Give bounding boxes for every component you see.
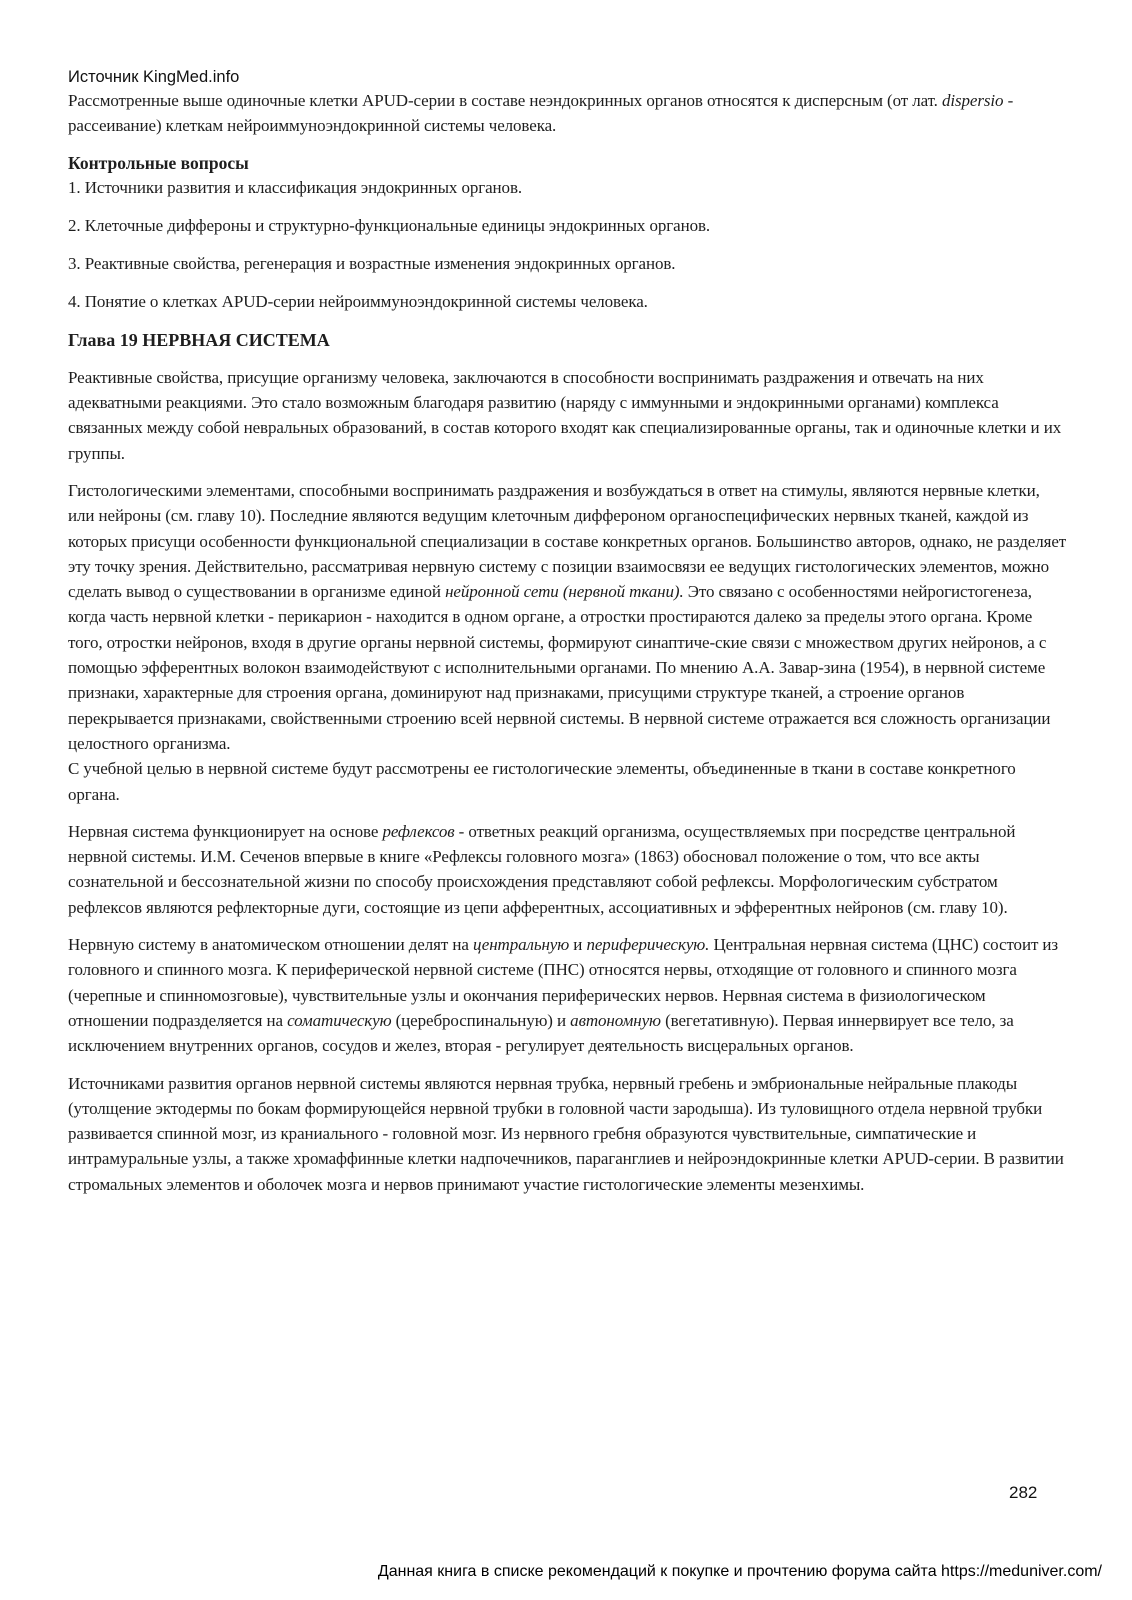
- italic-term: dispersio: [941, 91, 1004, 110]
- text-run: Центральная нервная система (ЦНС) состоит из головного и спинного мозга. К периферической нервной системе (ПНС) относятся нервы, отходящие от головного и спинного мозга (черепные и спинномозговые), чувствительные узлы и окончания периферических нервов. Нервная система в физиологическом отношении подразделяется на: [68, 935, 1059, 1030]
- intro-paragraph: [68, 88, 1068, 139]
- italic-term: соматическую: [287, 1010, 392, 1030]
- body-paragraph: [68, 932, 1068, 1058]
- text-run: Это связано с особенностями нейрогистогенеза, когда часть нервной клетки - перикарион - находится в одном органе, а отростки простираются далеко за пределы этого органа. Кроме того, отростки нейронов, входя в другие органы нервной системы, формируют синаптиче-ские связи с множеством других нейронов, а с помощью эфферентных волокон взаимодействуют с исполнительными органами. По мнению А.А. Завар-зина (1954), в нервной системе признаки, характерные для строения органа, доминируют над признаками, присущими структуре тканей, а строение органов перекрывается признаками, свойственными строению всей нервной системы. В нервной системе отражается вся сложность организации целостного организма.: [68, 582, 1051, 753]
- text-run: (вегетативную). Первая иннервирует все тело, за исключением внутренних органов, сосудов и желез, вторая - регулирует деятельность висцеральных органов.: [68, 1010, 1014, 1056]
- chapter-title: Глава 19 НЕРВНАЯ СИСТЕМА: [68, 329, 330, 350]
- text-run: (цереброспинальную) и: [391, 1010, 571, 1030]
- body-paragraph: Источниками развития органов нервной системы являются нервная трубка, нервный гребень и эмбриональные нейральные плакоды (утолщение эктодермы по бокам формирующейся нервной трубки в головной части зародыша). Из туловищного отдела нервной трубки развивается спинной мозг, из краниального - головной мозг. Из нервного гребня образуются чувствительные, симпатические и интрамуральные узлы, а также хромаффинные клетки надпочечников, параганглиев и нейроэндокринные клетки APUD-серии. В развитии стромальных элементов и оболочек мозга и нервов принимают участие гистологические элементы мезенхимы.: [68, 1073, 1064, 1194]
- text-run: С учебной целью в нервной системе будут рассмотрены ее гистологические элементы, объединенные в ткани в составе конкретного органа.: [68, 759, 1016, 804]
- page-content: [68, 66, 1068, 1197]
- text-run: Нервная система функционирует на основе: [68, 821, 383, 841]
- question-item: 4. Понятие о клетках APUD-серии нейроиммуноэндокринной системы человека.: [68, 292, 648, 312]
- italic-term: центральную: [472, 935, 570, 955]
- questions-heading: Контрольные вопросы: [68, 152, 249, 173]
- text-run: Нервную систему в анатомическом отношении делят на: [68, 935, 473, 955]
- source-label: Источник KingMed.info: [68, 68, 240, 86]
- body-paragraph: Реактивные свойства, присущие организму человека, заключаются в способности воспринимать раздражения и отвечать на них адекватными реакциями. Это стало возможным благодаря развитию (наряду с иммунными и эндокринными органами) комплекса связанных между собой невральных образований, в состав которого входят как специализированные органы, так и одиночные клетки и их группы.: [68, 367, 1062, 463]
- italic-term: нейронной сети (нервной ткани).: [445, 582, 684, 602]
- text-run: Гистологическими элементами, способными воспринимать раздражения и возбуждаться в ответ на стимулы, являются нервные клетки, или нейроны (см. главу 10). Последние являются ведущим клеточным диффероном органоспецифических нервных тканей, каждой из которых присущи особенности функциональной специализации в составе конкретных органов. Большинство авторов, однако, не разделяет эту точку зрения. Действительно, рассматривая нервную систему с позиции взаимосвязи ее ведущих гистологических элементов, можно сделать вывод о существовании в организме единой: [68, 480, 1067, 602]
- text-run: - рассеивание) клеткам нейроиммуноэндокринной системы человека.: [68, 91, 1014, 136]
- italic-term: рефлексов: [382, 821, 455, 841]
- text-run: Рассмотренные выше одиночные клетки APUD-серии в составе неэндокринных органов относятся к дисперсным (от лат.: [68, 91, 942, 110]
- question-item: 3. Реактивные свойства, регенерация и возрастные изменения эндокринных органов.: [68, 254, 676, 274]
- page-number: 282: [1009, 1483, 1038, 1502]
- question-item: 1. Источники развития и классификация эндокринных органов.: [68, 177, 523, 197]
- body-paragraph: [68, 819, 1068, 920]
- text-run: и: [569, 935, 587, 955]
- italic-term: автономную: [570, 1010, 661, 1030]
- italic-term: периферическую.: [586, 935, 710, 955]
- question-item: 2. Клеточные диффероны и структурно-функциональные единицы эндокринных органов.: [68, 215, 711, 235]
- text-run: - ответных реакций организма, осуществляемых при посредстве центральной нервной системы. И.М. Сеченов впервые в книге «Рефлексы головного мозга» (1863) обосновал положение о том, что все акты сознательной и бессознательной жизни по способу происхождения представляют собой рефлексы. Морфологическим субстратом рефлексов являются рефлекторные дуги, состоящие из цепи афферентных, ассоциативных и эфферентных нейронов (см. главу 10).: [68, 821, 1016, 917]
- footer-note: Данная книга в списке рекомендаций к покупке и прочтению форума сайта https://meduniver.com/: [377, 1563, 1102, 1580]
- body-paragraph: [68, 478, 1068, 807]
